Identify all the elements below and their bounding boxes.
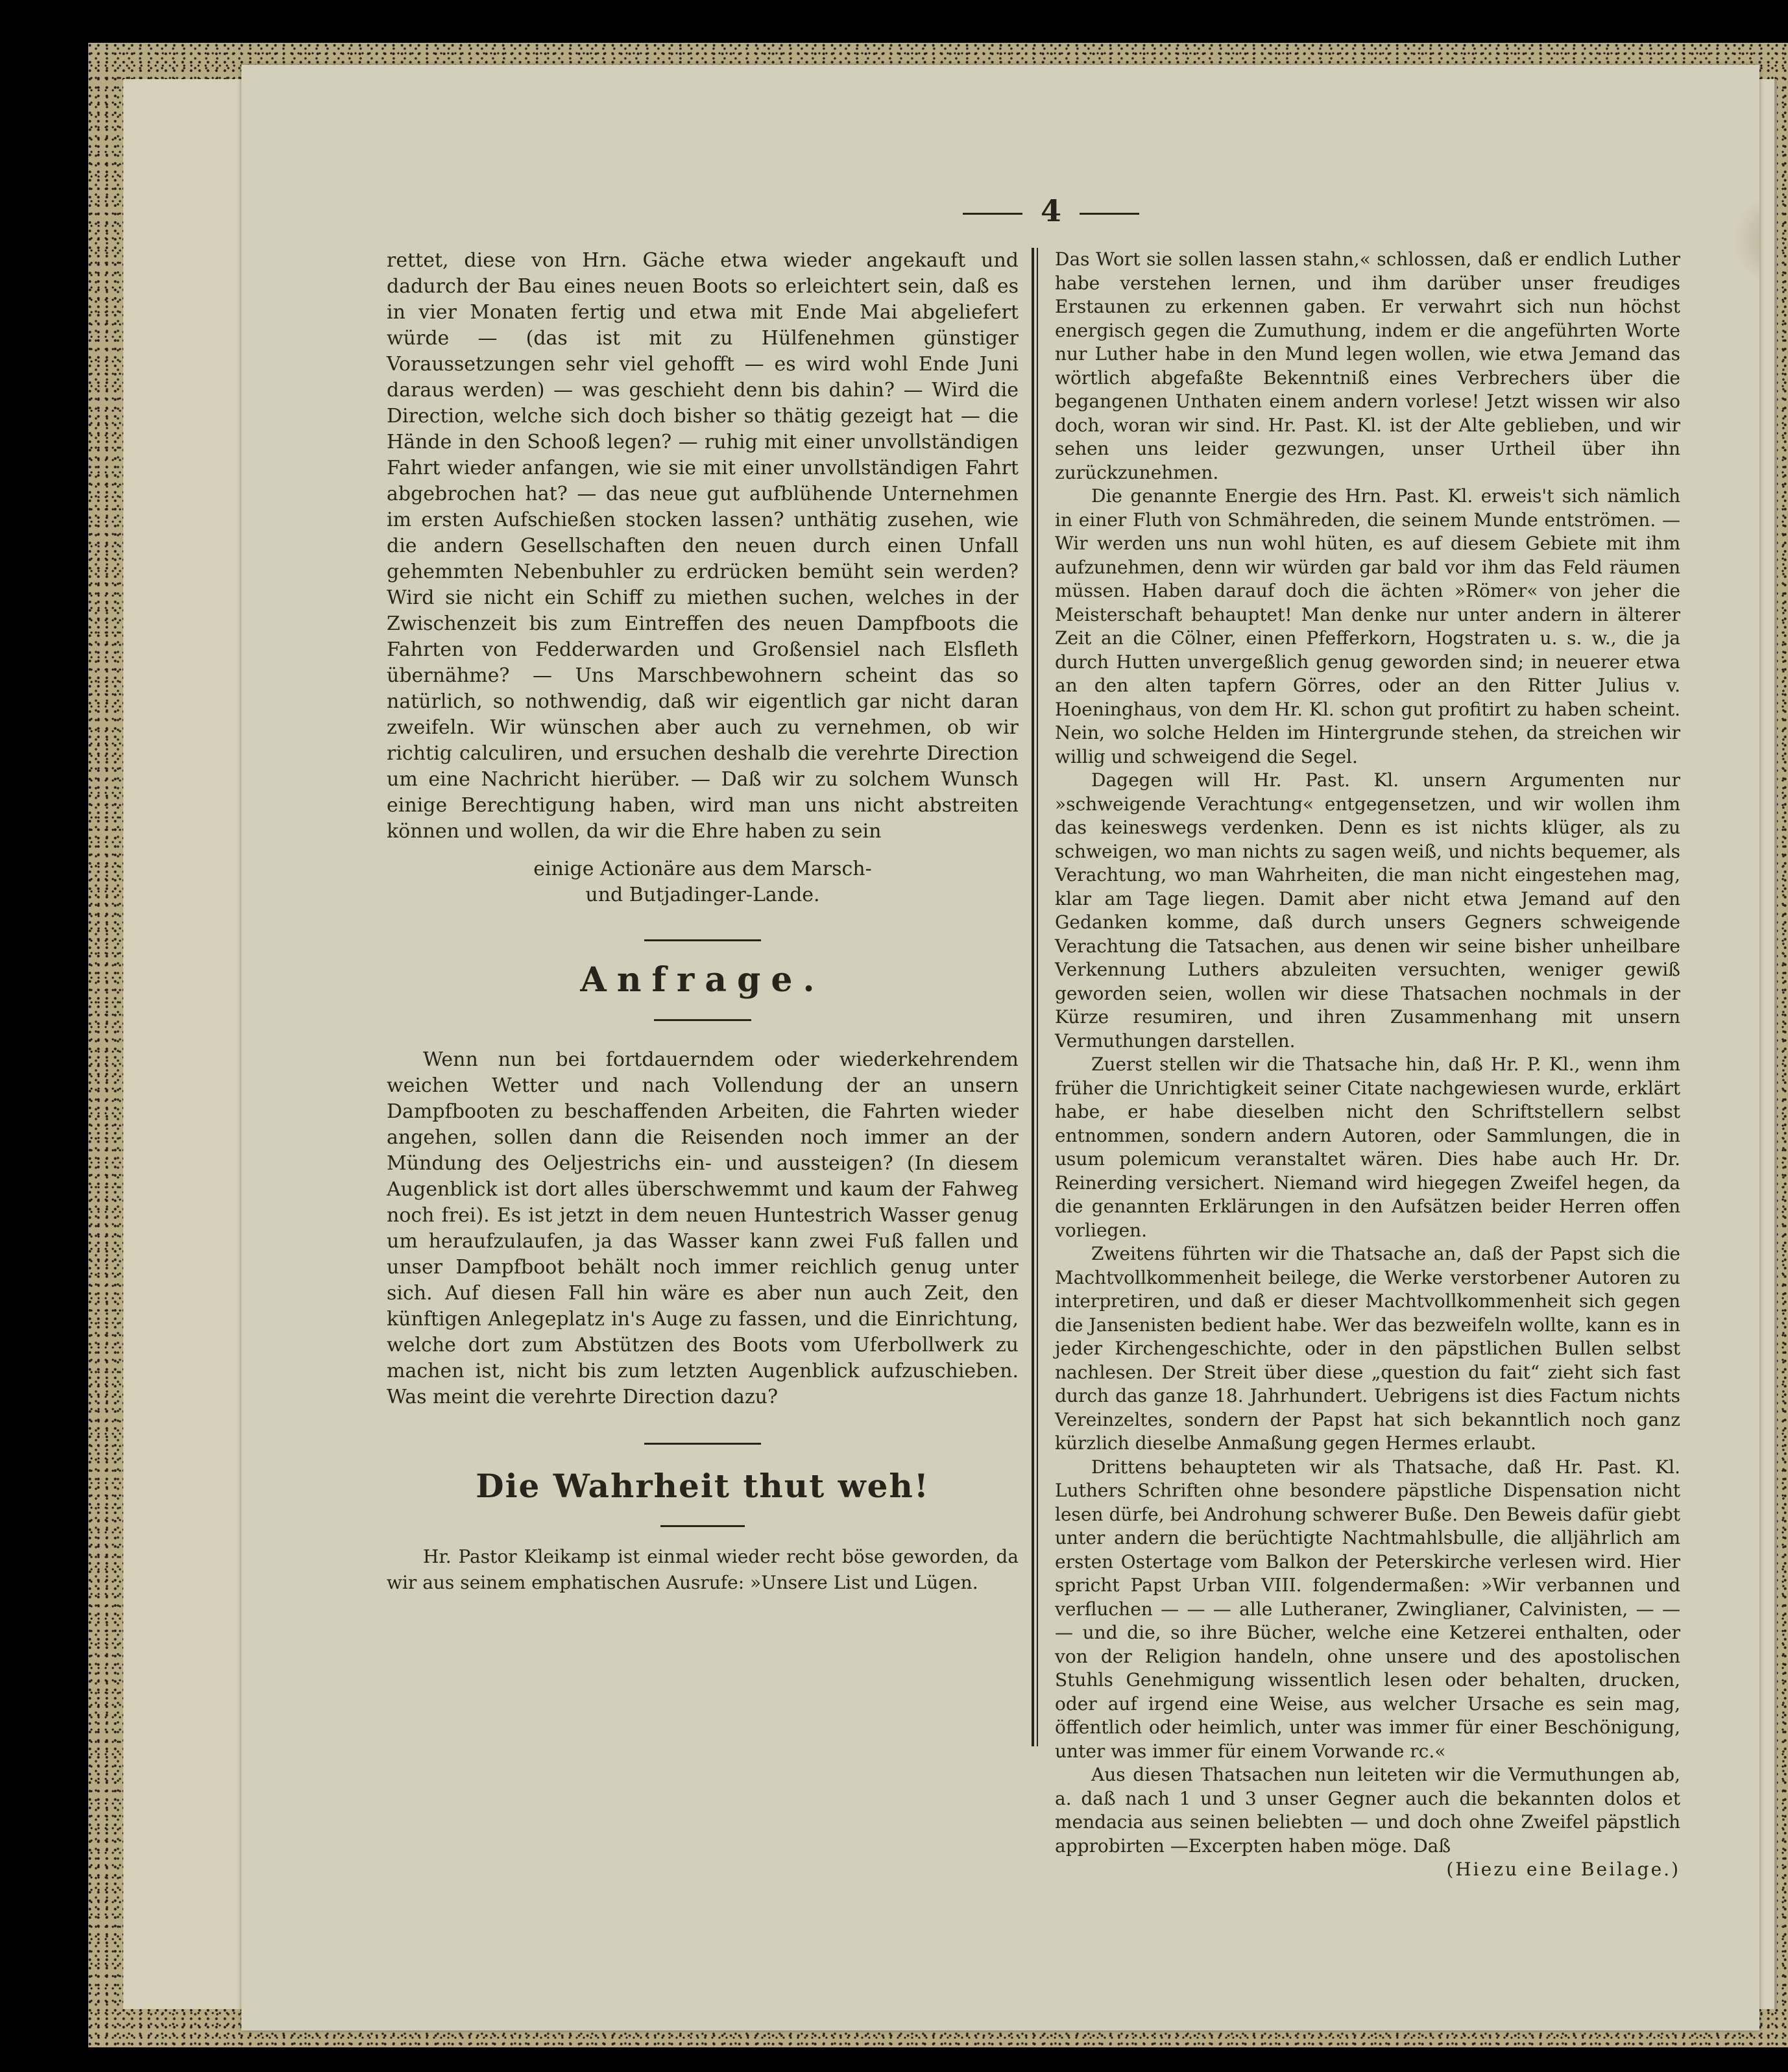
right-paragraph-1: Das Wort sie sollen lassen stahn,« schlossen, daß er endlich Luther habe verstehen lernen, und ihm darüber unser freudiges Erstaunen zu erkennen gaben. Er verwahrt sich nun höchst energisch gegen die Zumuthung, indem er die angeführten Worte nur Luther habe in den Mund legen wollen, wie etwa Jemand das wörtlich abgefaßte Bekenntniß eines Verbrechers über die begangenen Unthaten einem andern vorlese! Jetzt wissen wir also doch, woran wir sind. Hr. Past. Kl. ist der Alte geblieben, und wir sehen uns leider gezwungen, unser Urtheil über ihn zurückzunehmen. [1055, 248, 1680, 483]
left-paragraph-1: rettet, diese von Hrn. Gäche etwa wieder angekauft und dadurch der Bau eines neuen Boots so erleichtert sein, daß es in vier Monaten fertig und etwa mit Ende Mai abgeliefert würde — (das ist mit zu Hülfenehmen günstiger Voraussetzungen sehr viel gehofft — es wird wohl Ende Juni daraus werden) — was geschieht denn bis dahin? — Wird die Direction, welche sich doch bisher so thätig gezeigt hat — die Hände in den Schooß legen? — ruhig mit einer unvollständigen Fahrt wieder anfangen, wie sie mit einer unvollständigen Fahrt abgebrochen hat? — das neue gut aufblühende Unternehmen im ersten Aufschießen stocken lassen? unthätig zusehen, wie die andern Gesellschaften den neuen durch einen Unfall gehemmten Nebenbuhler zu erdrücken bemüht sein werden? Wird sie nicht ein Schiff zu miethen suchen, welches in der Zwischenzeit bis zum Eintreffen des neuen Dampfboots die Fahrten von Fedderwarden und Großensiel nach Elsfleth übernähme? — Uns Marschbewohnern scheint das so natürlich, so nothwendig, daß wir eigentlich gar nicht daran zweifeln. Wir wünschen aber auch zu vernehmen, ob wir richtig calculiren, und ersuchen deshalb die verehrte Direction um eine Nachricht hierüber. — Daß wir zu solchem Wunsch einige Berechtigung haben, wird man uns nicht abstreiten können und wollen, da wir die Ehre haben zu sein [387, 249, 1019, 843]
supplement-note: (Hiezu eine Beilage.) [1446, 1859, 1680, 1880]
right-paragraph-6: Drittens behaupteten wir als Thatsache, daß Hr. Past. Kl. Luthers Schriften ohne besondere päpstliche Dispensation nicht lesen dürfe, bei Androhung schwerer Buße. Den Beweis dafür giebt unter andern die berüchtigte Nachtmahlsbulle, die alljährlich am ersten Ostertage vom Balkon der Peterskirche verlesen wird. Hier spricht Papst Urban VIII. folgendermaßen: »Wir verbannen und verfluchen — — — alle Lutheraner, Zwinglianer, Calvinisten, — — — und die, so ihre Bücher, welche eine Ketzerei enthalten, oder von der Religion handeln, ohne unsere und des apostolischen Stuhls Genehmigung wissentlich lesen oder behalten, drucken, oder auf irgend eine Weise, aus welcher Ursache es sein mag, öffentlich oder heimlich, unter was immer für einer Beschönigung, unter was immer für einem Vorwande rc.« [1055, 1456, 1680, 1762]
column-rule [1032, 248, 1034, 1746]
right-paragraph-4: Zuerst stellen wir die Thatsache hin, daß Hr. P. Kl., wenn ihm früher die Unrichtigkeit seiner Citate nachgewiesen wurde, erklärt habe, er habe dieselben nicht den Schriftstellern selbst entnommen, sondern andern Autoren, oder Sammlungen, die in usum polemicum veranstaltet wären. Dies habe auch Hr. Dr. Reinerding versichert. Niemand wird hiegegen Zweifel hegen, da die genannten Erklärungen in den Aufsätzen beider Herren offen vorliegen. [1055, 1054, 1680, 1241]
column-rule-inner [1037, 248, 1038, 1746]
wahrheit-paragraph: Hr. Pastor Kleikamp ist einmal wieder recht böse geworden, da wir aus seinem emphatischen Ausrufe: »Unsere List und Lügen. [387, 1546, 1019, 1593]
section-divider-2 [644, 1443, 761, 1445]
right-paragraph-7: Aus diesen Thatsachen nun leiteten wir die Vermuthungen ab, a. daß nach 1 und 3 unser Gegner auch die bekannten dolos et mendacia aus seinen beliebten — und doch ohne Zweifel päpstlich approbirten —Excerpten haben möge. Daß [1055, 1764, 1680, 1857]
left-column [387, 248, 1019, 1596]
heading-anfrage: Anfrage. [580, 960, 825, 1000]
anfrage-paragraph: Wenn nun bei fortdauerndem oder wiederkehrendem weichen Wetter und nach Vollendung der an unsern Dampfbooten zu beschaffenden Arbeiten, die Fahrten wieder angehen, sollen dann die Reisenden noch immer an der Mündung des Oeljestrichs ein- und aussteigen? (In diesem Augenblick ist dort alles überschwemmt und kaum der Fahweg noch frei). Es ist jetzt in dem neuen Huntestrich Wasser genug um heraufzulaufen, ja das Wasser kann zwei Fuß fallen und unser Dampfboot behält noch immer reichlich genug unter sich. Auf diesen Fall hin wäre es aber nun auch Zeit, den künftigen Anlegeplatz in's Auge zu fassen, und die Einrichtung, welche dort zum Abstützen des Boots vom Uferbollwerk zu machen ist, nicht bis zum letzten Augenblick aufzuschieben. Was meint die verehrte Direction dazu? [387, 1048, 1019, 1408]
right-column [1055, 248, 1680, 1882]
page-number-text: 4 [1040, 193, 1061, 228]
page-number [934, 193, 1168, 228]
page-number-dash-left [963, 213, 1022, 215]
section-divider [644, 939, 761, 941]
signature-line-1: einige Actionäre aus dem Marsch- [533, 858, 872, 880]
heading-wahrheit: Die Wahrheit thut weh! [476, 1467, 930, 1505]
heading-underline [654, 1019, 751, 1021]
right-paragraph-5: Zweitens führten wir die Thatsache an, daß der Papst sich die Machtvollkommenheit beilege, die Werke verstorbener Autoren zu interpretiren, und daß er dieser Machtvollkommenheit sich gegen die Jansenisten bedient habe. Wer das bezweifeln wollte, kann es in jeder Kirchengeschichte, oder in den päpstlichen Bullen selbst nachlesen. Der Streit über diese „question du fait“ zieht sich fast durch das ganze 18. Jahrhundert. Uebrigens ist dies Factum nichts Vereinzeltes, sondern der Papst hat sich bekanntlich noch ganz kürzlich dieselbe Anmaßung gegen Hermes erlaubt. [1055, 1243, 1680, 1454]
heading-underline-2 [660, 1525, 745, 1527]
page-number-dash-right [1080, 213, 1139, 215]
right-paragraph-3: Dagegen will Hr. Past. Kl. unsern Argumenten nur »schweigende Verachtung« entgegensetzen, und wir wollen ihm das keineswegs verdenken. Denn es ist nichts klüger, als zu schweigen, wo man nichts zu sagen weiß, und nichts bequemer, als Verachtung, wo man Wahrheiten, die man nicht eingestehen mag, klar am Tage liegen. Damit aber nicht etwa Jemand auf den Gedanken komme, daß durch unsers Gegners schweigende Verachtung die Tatsachen, aus denen wir seine bisher unheilbare Verkennung Luthers abzuleiten versuchten, weniger gewiß geworden seien, wollen wir diese Thatsachen nochmals in der Kürze resumiren, und ihren Zusammenhang mit unsern Vermuthungen darstellen. [1055, 769, 1680, 1052]
signature-line-2: und Butjadinger-Lande. [585, 884, 820, 906]
right-paragraph-2: Die genannte Energie des Hrn. Past. Kl. erweis't sich nämlich in einer Fluth von Schmähreden, die seinem Munde entströmen. — Wir werden uns nun wohl hüten, es auf diesem Gebiete mit ihm aufzunehmen, denn wir würden gar bald vor ihm das Feld räumen müssen. Haben darauf doch die ächten »Römer« von jeher die Meisterschaft behauptet! Man denke nur unter andern in älterer Zeit an die Cölner, einen Pfefferkorn, Hogstraten u. s. w., die ja durch Hutten unvergeßlich genug geworden sind; in neuerer etwa an den alten tapfern Görres, oder an den Ritter Julius v. Hoeninghaus, von dem Hr. Kl. schon gut profitirt zu haben scheint. Nein, wo solche Helden im Hintergrunde stehen, da streichen wir willig und schweigend die Segel. [1055, 485, 1680, 767]
